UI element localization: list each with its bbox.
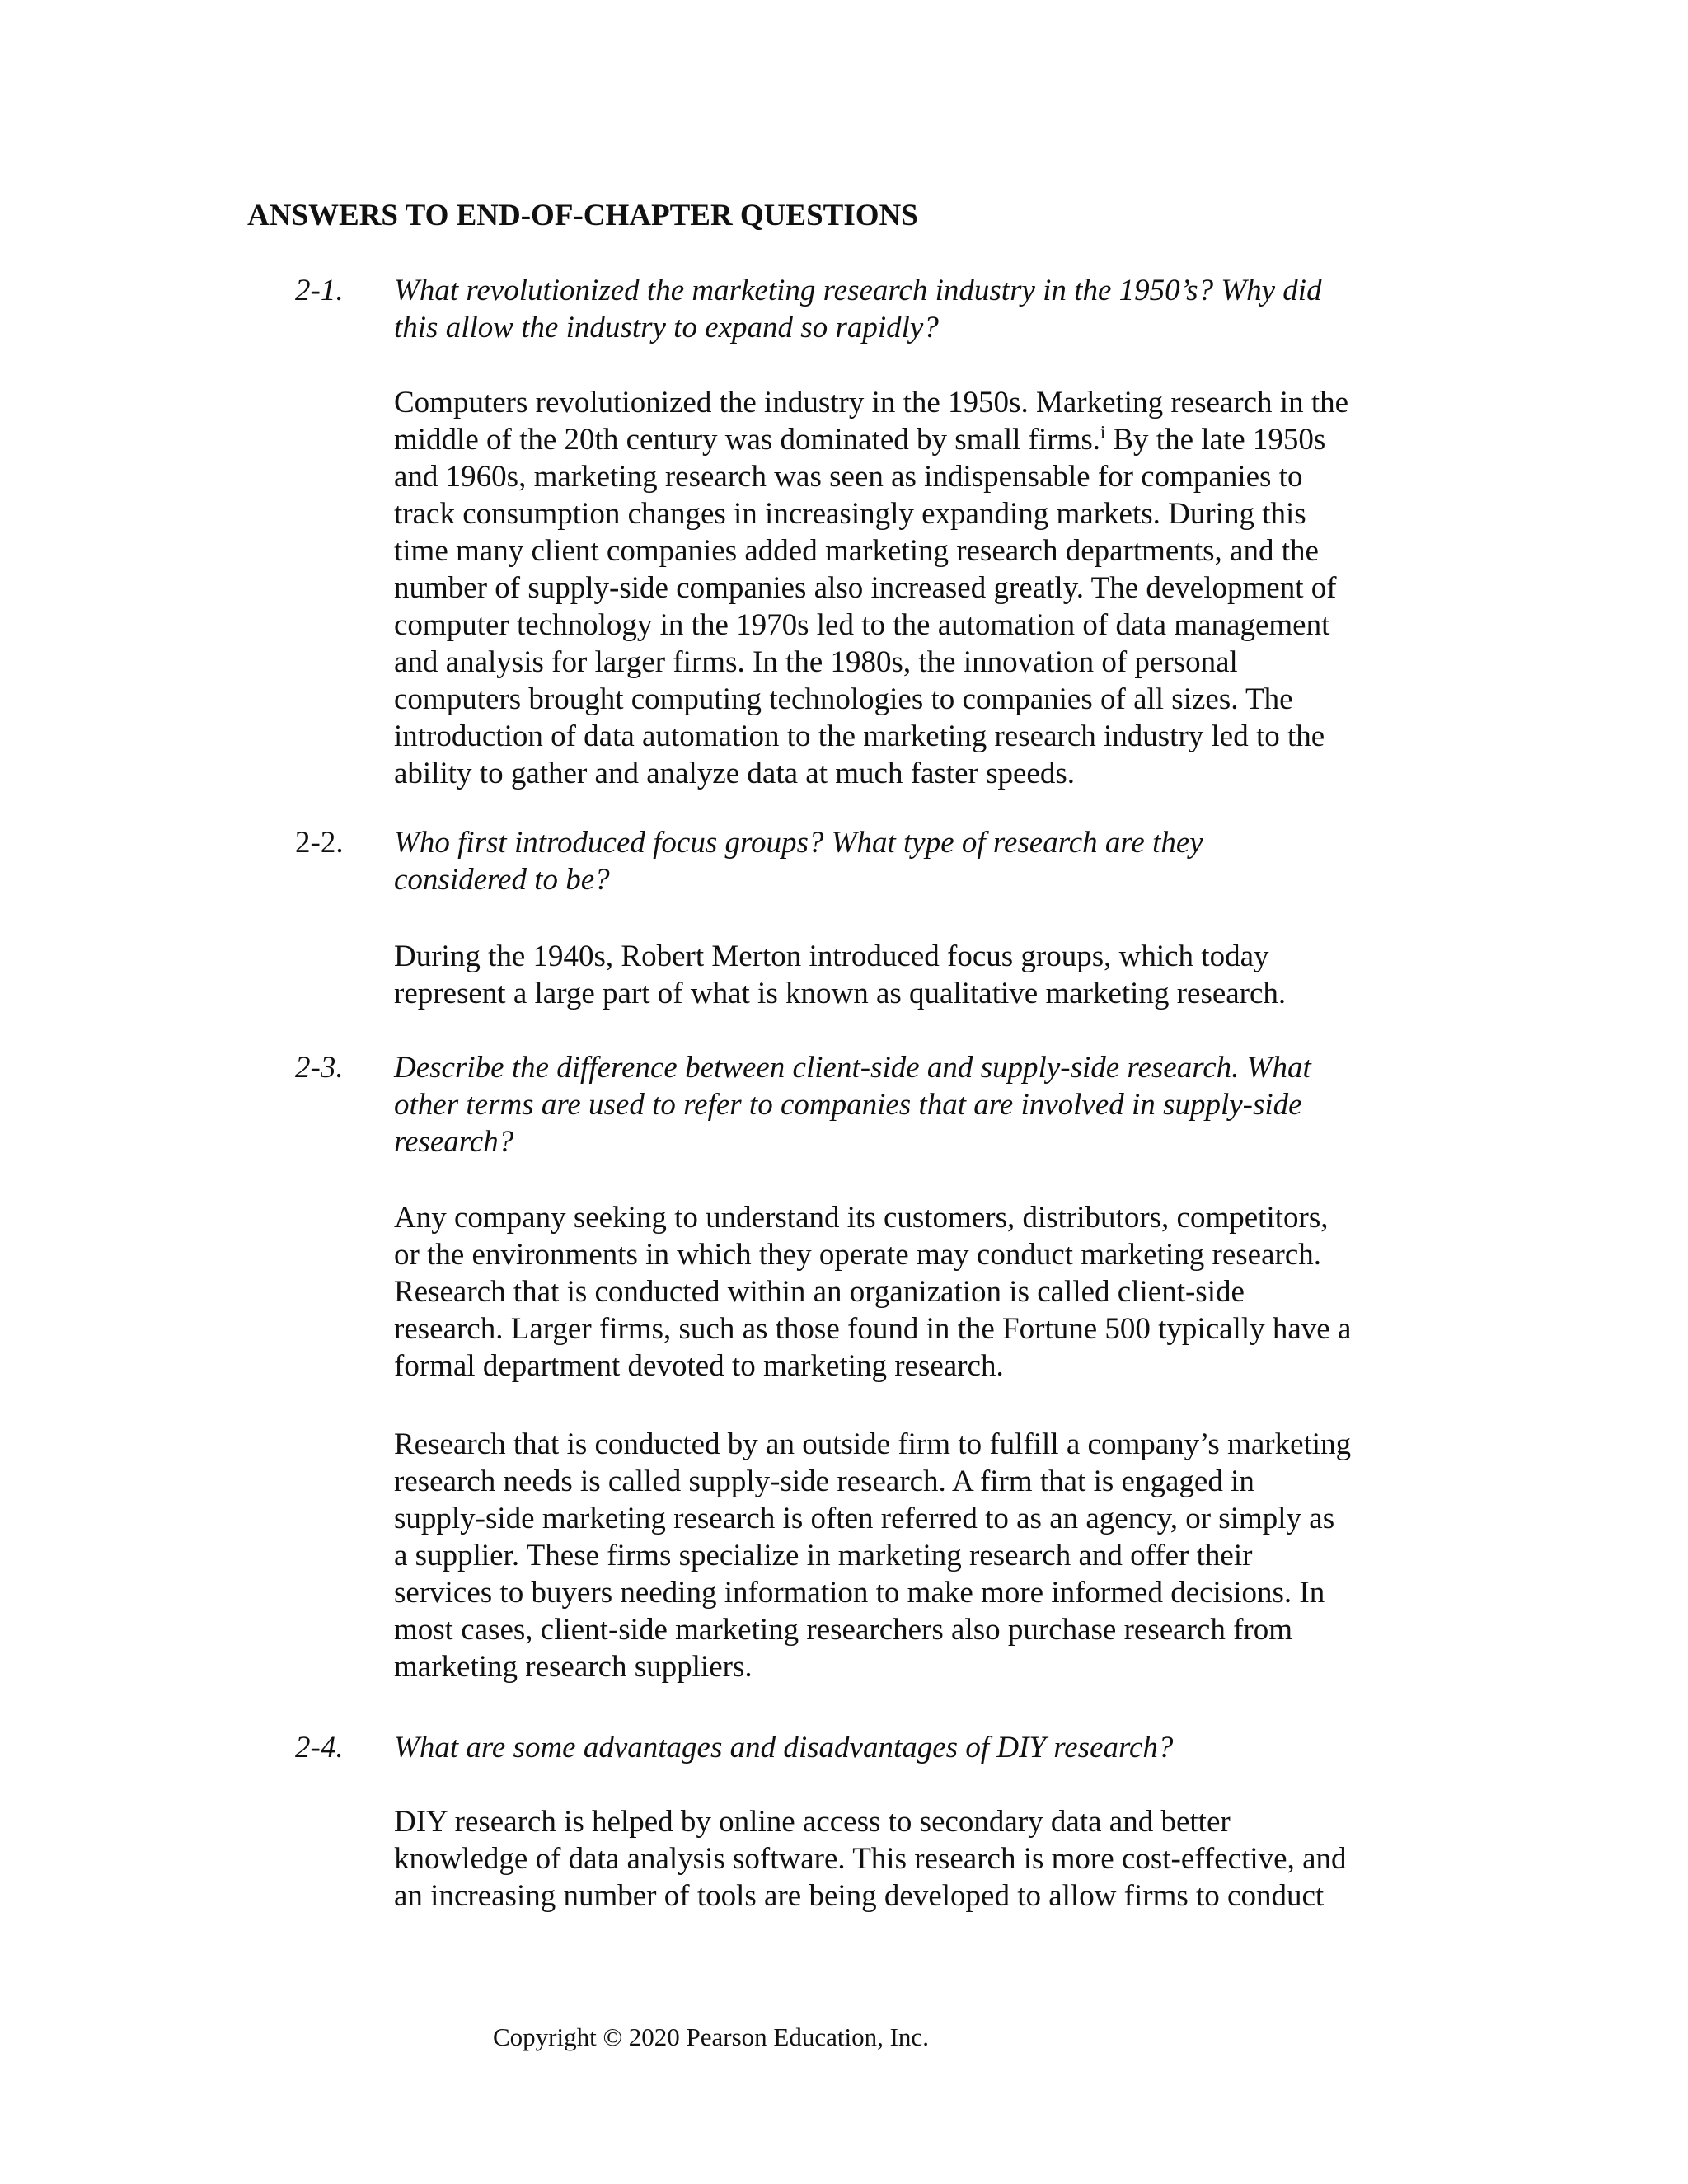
- question-text-2-3: [394, 1049, 1457, 1160]
- answer-line: computers brought computing technologies to companies of all sizes. The: [394, 682, 1293, 716]
- question-line: What are some advantages and disadvantages of DIY research?: [394, 1731, 1174, 1765]
- answer-line: marketing research suppliers.: [394, 1650, 753, 1684]
- question-line: What revolutionized the marketing research industry in the 1950’s? Why did: [394, 274, 1322, 307]
- answer-line: introduction of data automation to the marketing research industry led to the: [394, 719, 1325, 753]
- answer-line-start: middle of the 20th century was dominated by small firms.: [394, 423, 1100, 457]
- answer-line: most cases, client-side marketing researchers also purchase research from: [394, 1613, 1293, 1647]
- answer-line: Any company seeking to understand its customers, distributors, competitors,: [394, 1201, 1329, 1235]
- answer-line: represent a large part of what is known as qualitative marketing research.: [394, 977, 1287, 1010]
- answer-line: and 1960s, marketing research was seen as indispensable for companies to: [394, 460, 1303, 494]
- answer-line-with-footnote: [394, 421, 1457, 458]
- answer-line: Research that is conducted within an organization is called client-side: [394, 1275, 1245, 1309]
- answer-line: research needs is called supply-side research. A firm that is engaged in: [394, 1465, 1254, 1498]
- question-line: other terms are used to refer to companies that are involved in supply-side: [394, 1088, 1302, 1122]
- question-text-2-2: [394, 824, 1457, 898]
- answer-line: a supplier. These firms specialize in marketing research and offer their: [394, 1539, 1253, 1572]
- question-number-2-1: 2-1.: [295, 274, 344, 307]
- question-line: this allow the industry to expand so rapidly?: [394, 311, 939, 344]
- question-line: research?: [394, 1125, 514, 1159]
- answer-line: knowledge of data analysis software. This research is more cost-effective, and: [394, 1842, 1347, 1876]
- answer-line: Computers revolutionized the industry in the 1950s. Marketing research in the: [394, 386, 1349, 419]
- answer-line: ability to gather and analyze data at much faster speeds.: [394, 757, 1075, 790]
- question-line: Describe the difference between client-side and supply-side research. What: [394, 1051, 1311, 1085]
- answer-2-1-paragraph-1: [394, 384, 1457, 792]
- answer-line: DIY research is helped by online access to secondary data and better: [394, 1805, 1231, 1839]
- question-text-2-1: [394, 272, 1457, 346]
- answer-line: formal department devoted to marketing research.: [394, 1349, 1004, 1383]
- question-number-2-2: 2-2.: [295, 826, 344, 860]
- answer-line: time many client companies added marketing research departments, and the: [394, 534, 1319, 568]
- footnote-marker[interactable]: i: [1100, 421, 1106, 443]
- question-line: considered to be?: [394, 863, 610, 897]
- answer-line: an increasing number of tools are being developed to allow firms to conduct: [394, 1879, 1325, 1913]
- answer-line: Research that is conducted by an outside firm to fulfill a company’s marketing: [394, 1427, 1352, 1461]
- answer-2-2-paragraph-1: [394, 938, 1457, 1012]
- question-text-2-4: [394, 1729, 1457, 1766]
- answer-line: track consumption changes in increasingly expanding markets. During this: [394, 497, 1306, 531]
- answer-line: supply-side marketing research is often referred to as an agency, or simply as: [394, 1502, 1335, 1535]
- answer-line: research. Larger firms, such as those found in the Fortune 500 typically have a: [394, 1312, 1352, 1346]
- answer-2-3-paragraph-1: [394, 1199, 1457, 1385]
- answer-2-3-paragraph-2: [394, 1426, 1457, 1685]
- answer-line: computer technology in the 1970s led to the automation of data management: [394, 608, 1330, 642]
- page-heading: ANSWERS TO END-OF-CHAPTER QUESTIONS: [247, 199, 918, 232]
- question-line: Who first introduced focus groups? What type of research are they: [394, 826, 1203, 860]
- copyright-footer: Copyright © 2020 Pearson Education, Inc.: [493, 2022, 929, 2051]
- answer-2-4-paragraph-1: [394, 1803, 1457, 1915]
- answer-line: number of supply-side companies also increased greatly. The development of: [394, 571, 1337, 605]
- answer-line-end: By the late 1950s: [1105, 423, 1326, 457]
- answer-line: During the 1940s, Robert Merton introduced focus groups, which today: [394, 940, 1269, 973]
- answer-line: or the environments in which they operate may conduct marketing research.: [394, 1238, 1322, 1272]
- answer-line: and analysis for larger firms. In the 1980s, the innovation of personal: [394, 645, 1238, 679]
- question-number-2-3: 2-3.: [295, 1051, 344, 1085]
- answer-line: services to buyers needing information to make more informed decisions. In: [394, 1576, 1325, 1610]
- question-number-2-4: 2-4.: [295, 1731, 344, 1765]
